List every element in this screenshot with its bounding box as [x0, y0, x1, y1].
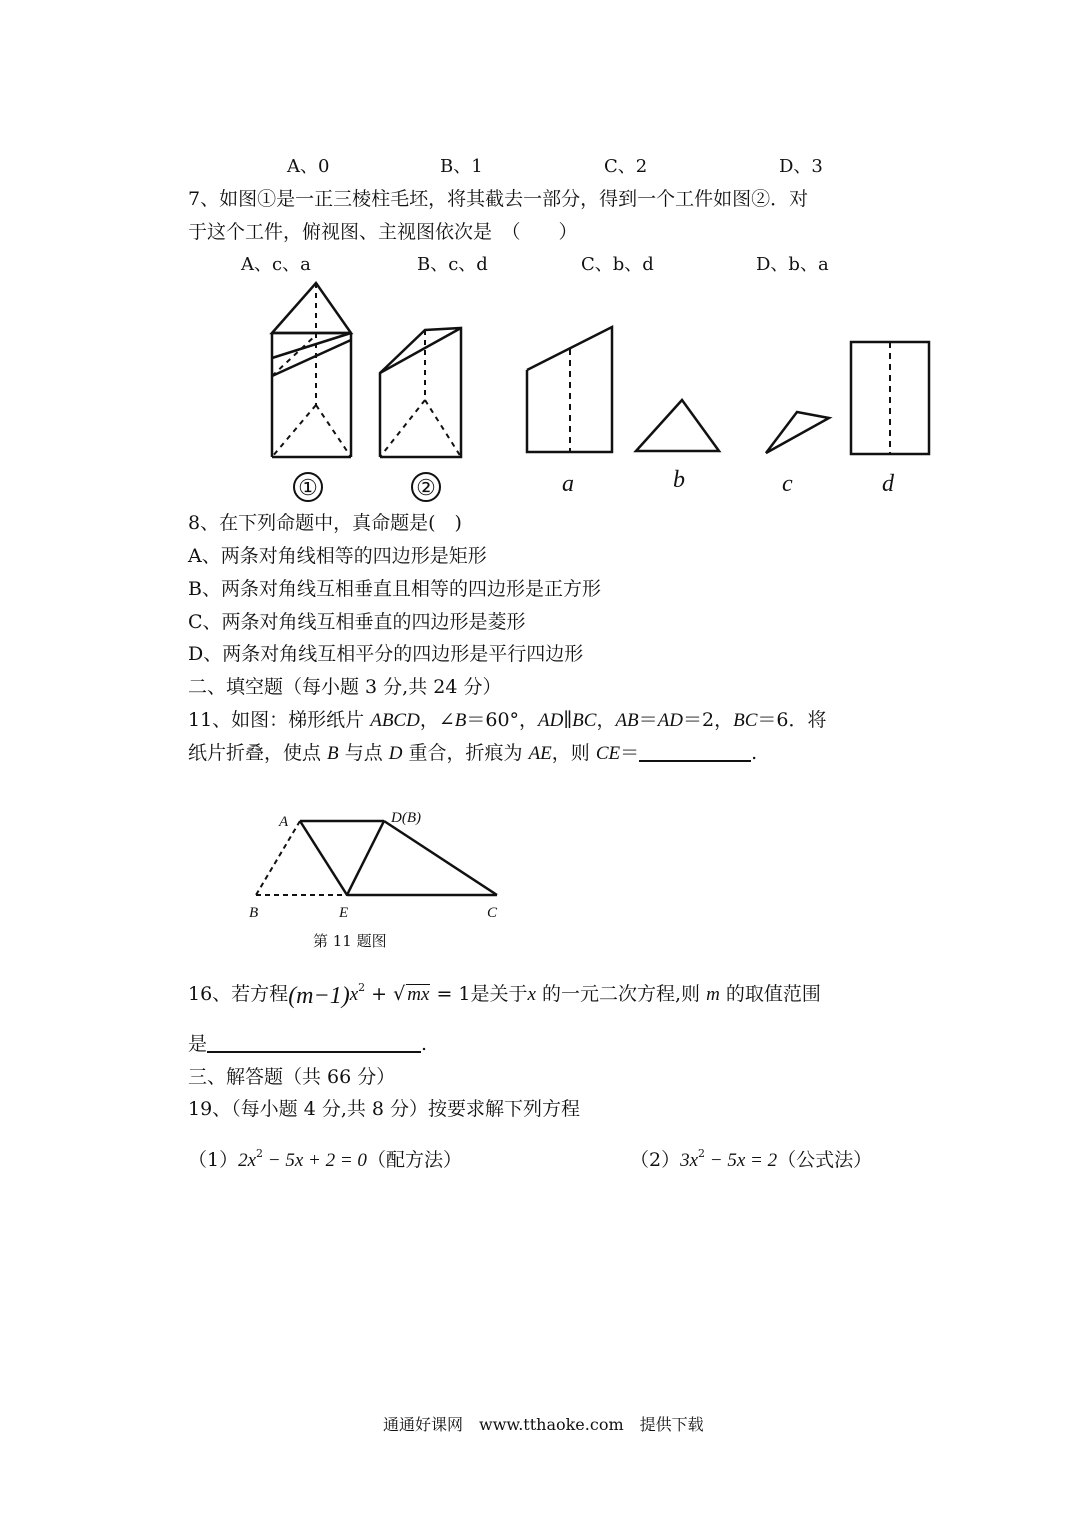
q8-option-d: D、两条对角线互相平分的四边形是平行四边形	[188, 643, 584, 665]
section-2-heading: 二、填空题（每小题 3 分,共 24 分）	[188, 676, 502, 698]
q19-stem: 19、（每小题 4 分,共 8 分）按要求解下列方程	[188, 1098, 581, 1120]
figure-label-b: b	[673, 467, 685, 493]
q11-line2: 纸片折叠，使点 B 与点 D 重合，折痕为 AE，则 CE＝ .	[188, 742, 758, 764]
q6-option-a: A、0	[287, 156, 330, 177]
q19-subquestion-2: $(2)3x^2 - 5x = 2$（公式法）	[630, 1147, 873, 1171]
figure-2-workpiece	[380, 328, 461, 457]
figure-label-d: d	[882, 471, 894, 497]
view-b	[636, 400, 719, 451]
q11-point-b: B	[249, 905, 259, 921]
q6-option-b: B、1	[440, 156, 483, 177]
q11-answer-blank[interactable]	[639, 760, 751, 762]
q8-stem: 8、在下列命题中，真命题是( )	[188, 512, 462, 534]
q8-option-c: C、两条对角线互相垂直的四边形是菱形	[188, 611, 526, 633]
figure-1-prism	[272, 283, 351, 457]
q6-option-d: D、3	[779, 156, 823, 177]
q7-option-a: A、c、a	[241, 254, 311, 275]
q19-subquestion-1: $(1)2x^2 - 5x + 2 = 0$（配方法）	[188, 1147, 462, 1171]
q11-point-d-b: D(B)	[391, 810, 421, 826]
q7-stem-line2: 于这个工件，俯视图、主视图依次是 （ ）	[188, 221, 578, 243]
q8-option-b: B、两条对角线互相垂直且相等的四边形是正方形	[188, 578, 601, 600]
q11-line1: 11、如图：梯形纸片 ABCD，∠B＝60°，AD∥BC，AB＝AD＝2，BC＝6．将	[188, 709, 827, 731]
q11-figure	[0, 800, 1087, 920]
q16-line1: 16、若方程$(m-1)x^2$ + √ mx = 1是关于x 的一元二次方程,则 m 的取值范围	[188, 981, 821, 1009]
q11-point-c: C	[487, 905, 498, 921]
q6-option-c: C、2	[604, 156, 648, 177]
q11-point-e: E	[339, 905, 349, 921]
q7-option-c: C、b、d	[581, 254, 654, 275]
page-footer: 通通好课网 www.tthaoke.com 提供下载	[383, 1415, 704, 1434]
view-d	[851, 342, 929, 454]
q11-point-a: A	[279, 814, 289, 830]
q16-answer-blank[interactable]	[207, 1051, 421, 1053]
q11-figure-caption: 第 11 题图	[313, 932, 387, 950]
q7-stem-line1: 7、如图①是一正三棱柱毛坯，将其截去一部分，得到一个工件如图②．对	[188, 188, 809, 210]
q7-figure	[0, 270, 1087, 530]
view-a	[527, 327, 612, 452]
figure-label-2: ②	[411, 472, 441, 502]
q7-option-b: B、c、d	[417, 254, 488, 275]
view-c	[766, 412, 829, 453]
figure-label-c: c	[782, 471, 793, 497]
q16-line2: 是 .	[188, 1033, 428, 1055]
figure-label-a: a	[562, 471, 574, 497]
figure-label-1: ①	[293, 472, 323, 502]
section-3-heading: 三、解答题（共 66 分）	[188, 1066, 396, 1088]
q7-option-d: D、b、a	[756, 254, 829, 275]
q8-option-a: A、两条对角线相等的四边形是矩形	[188, 545, 487, 567]
